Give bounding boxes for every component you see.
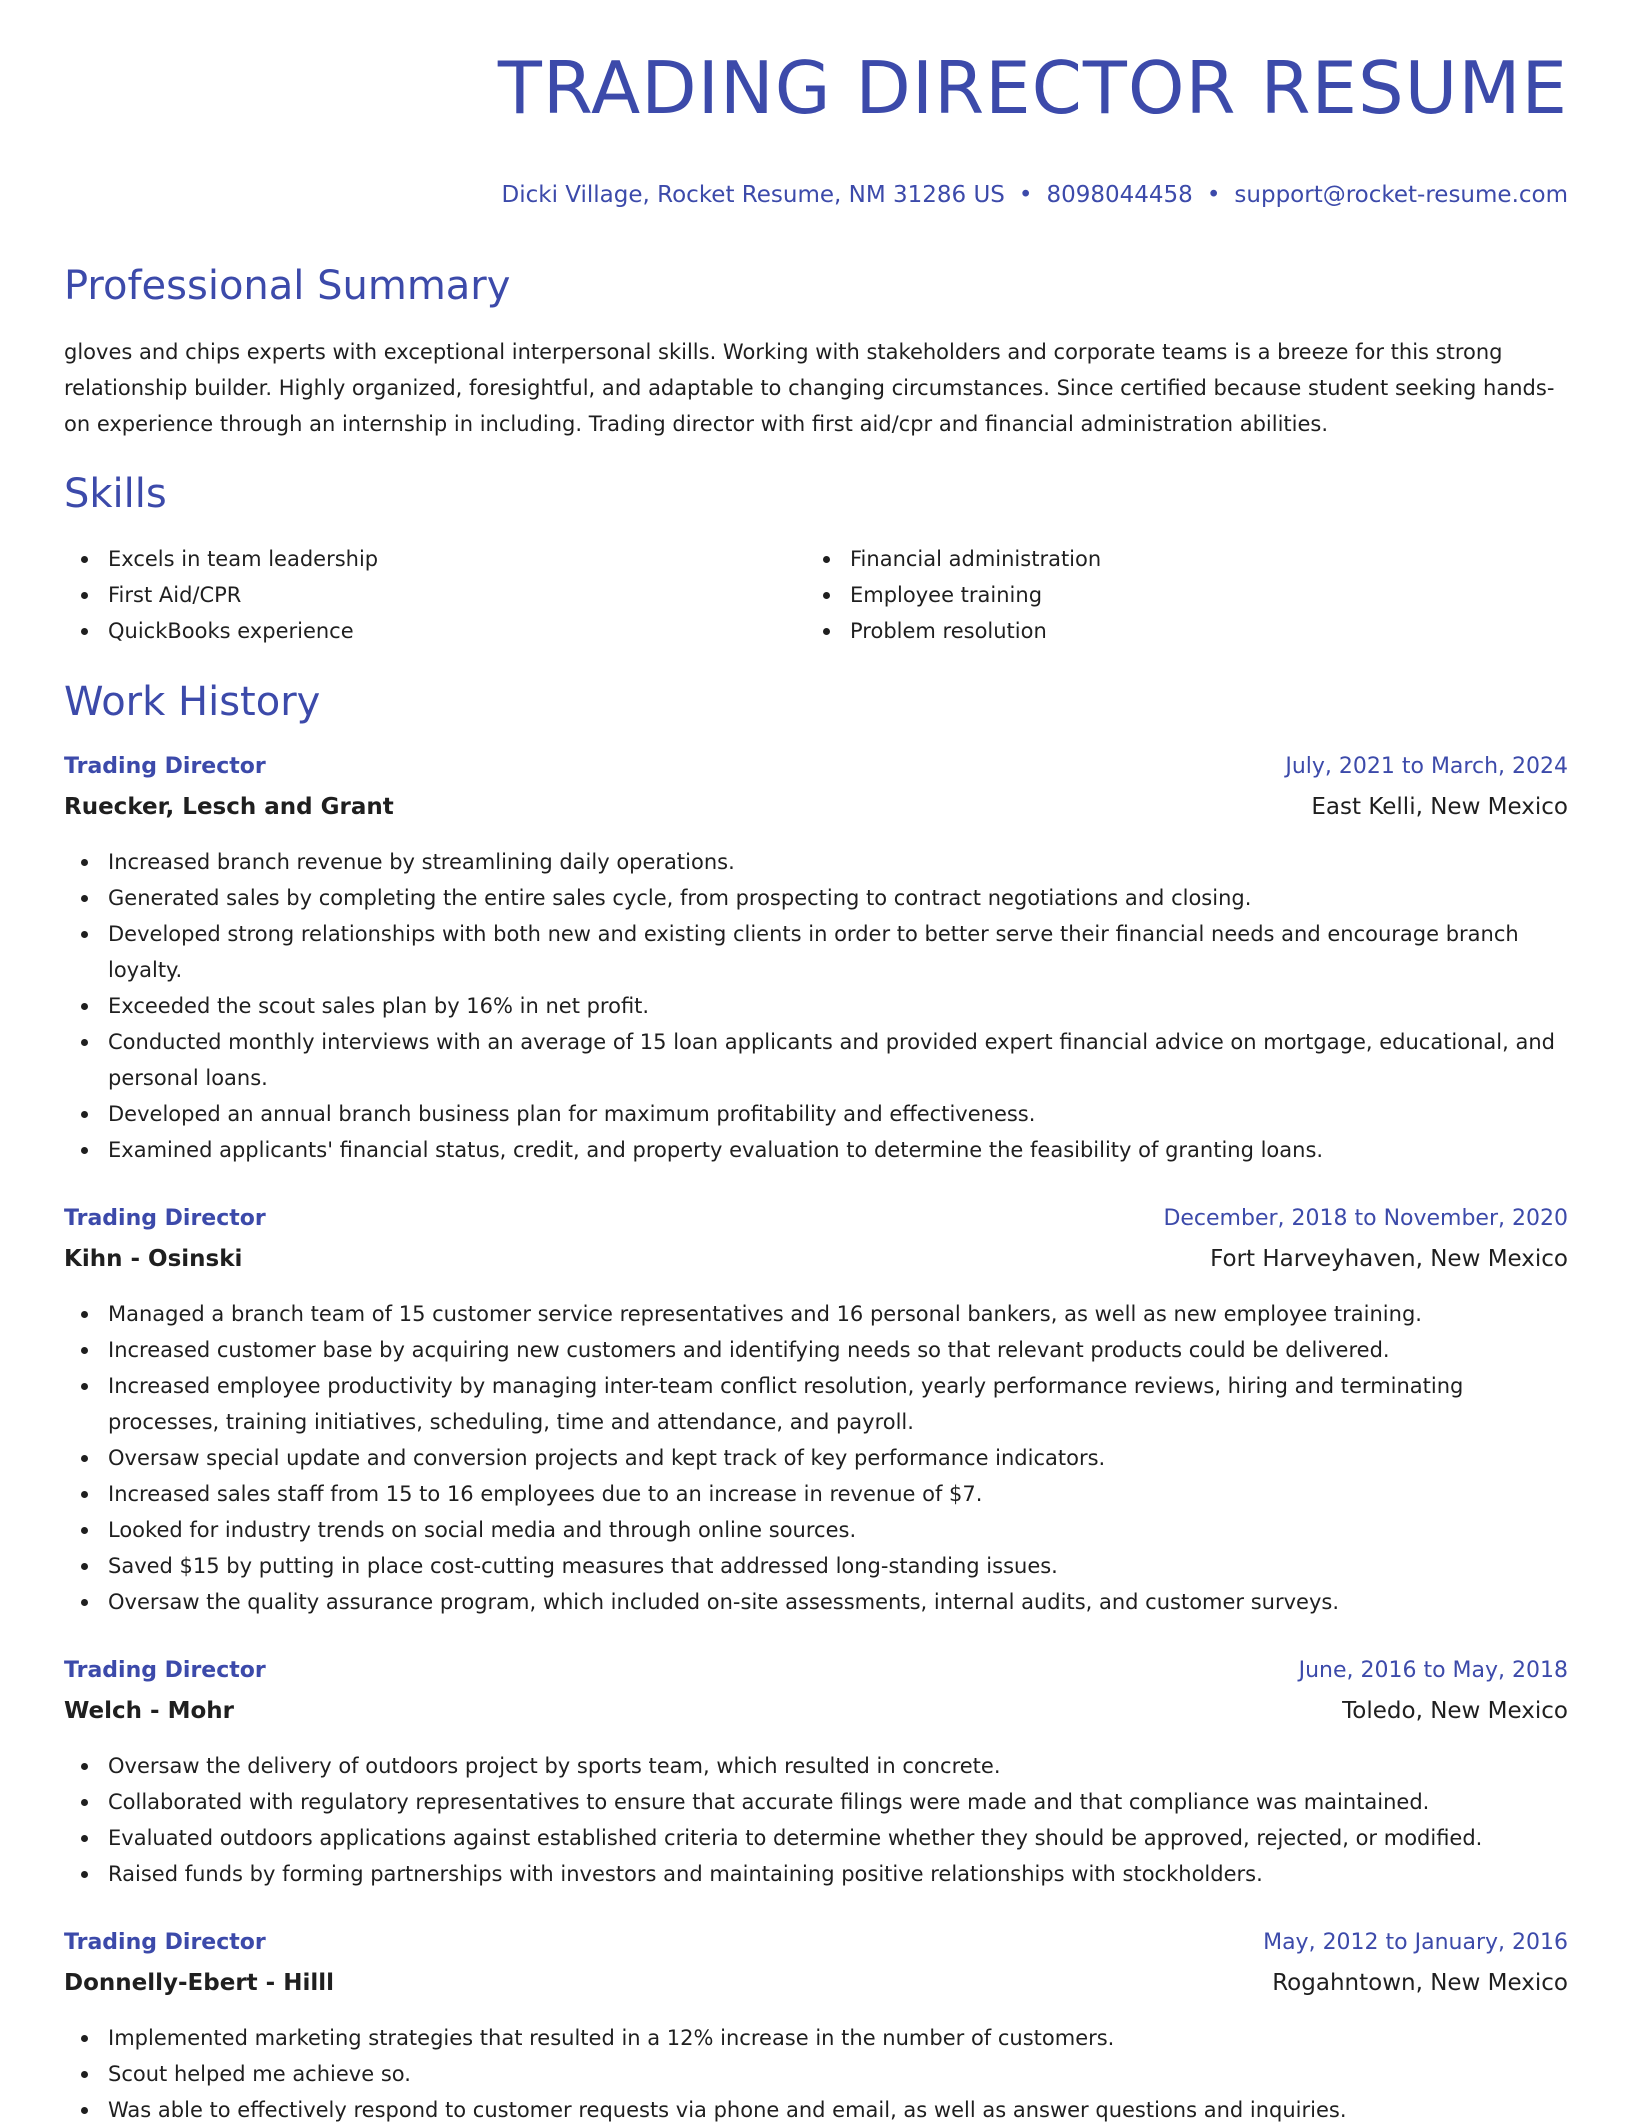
job-bullets bbox=[64, 1296, 1568, 1620]
job-company: Ruecker, Lesch and Grant bbox=[64, 794, 394, 820]
job-bullet: Examined applicants' financial status, credit, and property evaluation to determine the feasibility of granting loans. bbox=[64, 1132, 1568, 1168]
job-location: Toledo, New Mexico bbox=[1342, 1698, 1568, 1724]
contact-phone: 8098044458 bbox=[1046, 182, 1193, 208]
job-bullet: Conducted monthly interviews with an average of 15 loan applicants and provided expert financial advice on mortgage, educational, and personal loans. bbox=[64, 1024, 1568, 1096]
job-bullet: Oversaw the delivery of outdoors project by sports team, which resulted in concrete. bbox=[64, 1748, 1568, 1784]
job-dates: June, 2016 to May, 2018 bbox=[1298, 1658, 1568, 1683]
skills-list-left bbox=[64, 541, 764, 649]
page-title: TRADING DIRECTOR RESUME bbox=[497, 46, 1568, 130]
job-bullet: Increased sales staff from 15 to 16 employees due to an increase in revenue of $7. bbox=[64, 1476, 1568, 1512]
skill-item: First Aid/CPR bbox=[64, 577, 764, 613]
job-location: Rogahntown, New Mexico bbox=[1272, 1970, 1568, 1996]
skills-heading: Skills bbox=[64, 471, 167, 517]
skill-item: QuickBooks experience bbox=[64, 613, 764, 649]
job-bullet: Developed an annual branch business plan for maximum profitability and effectiveness. bbox=[64, 1096, 1568, 1132]
job-bullet: Oversaw the quality assurance program, which included on-site assessments, internal audits, and customer surveys. bbox=[64, 1584, 1568, 1620]
summary-heading: Professional Summary bbox=[64, 263, 511, 309]
job-dates: December, 2018 to November, 2020 bbox=[1163, 1206, 1568, 1231]
contact-line bbox=[502, 182, 1568, 208]
job-bullet: Increased employee productivity by managing inter-team conflict resolution, yearly performance reviews, hiring and terminating processes, training initiatives, scheduling, time and attendance, and payroll. bbox=[64, 1368, 1568, 1440]
skill-item: Problem resolution bbox=[806, 613, 1506, 649]
job-bullet: Increased customer base by acquiring new customers and identifying needs so that relevant products could be delivered. bbox=[64, 1332, 1568, 1368]
job-bullet: Evaluated outdoors applications against established criteria to determine whether they should be approved, rejected, or modified. bbox=[64, 1820, 1568, 1856]
job-company: Kihn - Osinski bbox=[64, 1246, 243, 1272]
job-title: Trading Director bbox=[64, 1930, 266, 1955]
job-entry bbox=[64, 1930, 1568, 2128]
job-bullet: Managed a branch team of 15 customer service representatives and 16 personal bankers, as well as new employee training. bbox=[64, 1296, 1568, 1332]
skill-item: Excels in team leadership bbox=[64, 541, 764, 577]
skill-item: Financial administration bbox=[806, 541, 1506, 577]
job-company: Donnelly-Ebert - Hilll bbox=[64, 1970, 335, 1996]
job-entry bbox=[64, 1658, 1568, 1892]
job-bullet: Developed strong relationships with both new and existing clients in order to better serve their financial needs and encourage branch loyalty. bbox=[64, 916, 1568, 988]
job-bullet: Increased branch revenue by streamlining daily operations. bbox=[64, 844, 1568, 880]
job-title: Trading Director bbox=[64, 1658, 266, 1683]
job-bullets bbox=[64, 844, 1568, 1168]
job-bullet: Scout helped me achieve so. bbox=[64, 2056, 1568, 2092]
job-location: Fort Harveyhaven, New Mexico bbox=[1210, 1246, 1568, 1272]
job-company: Welch - Mohr bbox=[64, 1698, 235, 1724]
job-dates: July, 2021 to March, 2024 bbox=[1285, 754, 1568, 779]
job-bullet: Exceeded the scout sales plan by 16% in net profit. bbox=[64, 988, 1568, 1024]
job-bullets bbox=[64, 1748, 1568, 1892]
job-bullet: Saved $15 by putting in place cost-cutting measures that addressed long-standing issues. bbox=[64, 1548, 1568, 1584]
contact-email: support@rocket-resume.com bbox=[1234, 182, 1568, 208]
job-bullet: Generated sales by completing the entire sales cycle, from prospecting to contract negotiations and closing. bbox=[64, 880, 1568, 916]
contact-address: Dicki Village, Rocket Resume, NM 31286 US bbox=[501, 182, 1005, 208]
job-bullet: Was able to effectively respond to customer requests via phone and email, as well as answer questions and inquiries. bbox=[64, 2092, 1568, 2128]
job-dates: May, 2012 to January, 2016 bbox=[1263, 1930, 1568, 1955]
job-bullet: Implemented marketing strategies that resulted in a 12% increase in the number of customers. bbox=[64, 2020, 1568, 2056]
job-bullet: Oversaw special update and conversion projects and kept track of key performance indicators. bbox=[64, 1440, 1568, 1476]
job-bullet: Collaborated with regulatory representatives to ensure that accurate filings were made and that compliance was maintained. bbox=[64, 1784, 1568, 1820]
job-bullet: Raised funds by forming partnerships with investors and maintaining positive relationships with stockholders. bbox=[64, 1856, 1568, 1892]
work-history-heading: Work History bbox=[64, 679, 321, 725]
job-entry bbox=[64, 754, 1568, 1168]
job-title: Trading Director bbox=[64, 1206, 266, 1231]
job-entry bbox=[64, 1206, 1568, 1620]
job-location: East Kelli, New Mexico bbox=[1311, 794, 1568, 820]
job-title: Trading Director bbox=[64, 754, 266, 779]
skills-list-right bbox=[806, 541, 1506, 649]
summary-text: gloves and chips experts with exceptional interpersonal skills. Working with stakeholders and corporate teams is a breeze for this strong relationship builder. Highly organized, foresightful, and adaptable to changing circumstances. Since certified because student seeking hands-on experience through an internship in including. Trading director with first aid/cpr and financial administration abilities. bbox=[64, 340, 1555, 436]
skill-item: Employee training bbox=[806, 577, 1506, 613]
contact-separator: • bbox=[1018, 182, 1033, 208]
job-bullet: Looked for industry trends on social media and through online sources. bbox=[64, 1512, 1568, 1548]
contact-separator: • bbox=[1206, 182, 1221, 208]
